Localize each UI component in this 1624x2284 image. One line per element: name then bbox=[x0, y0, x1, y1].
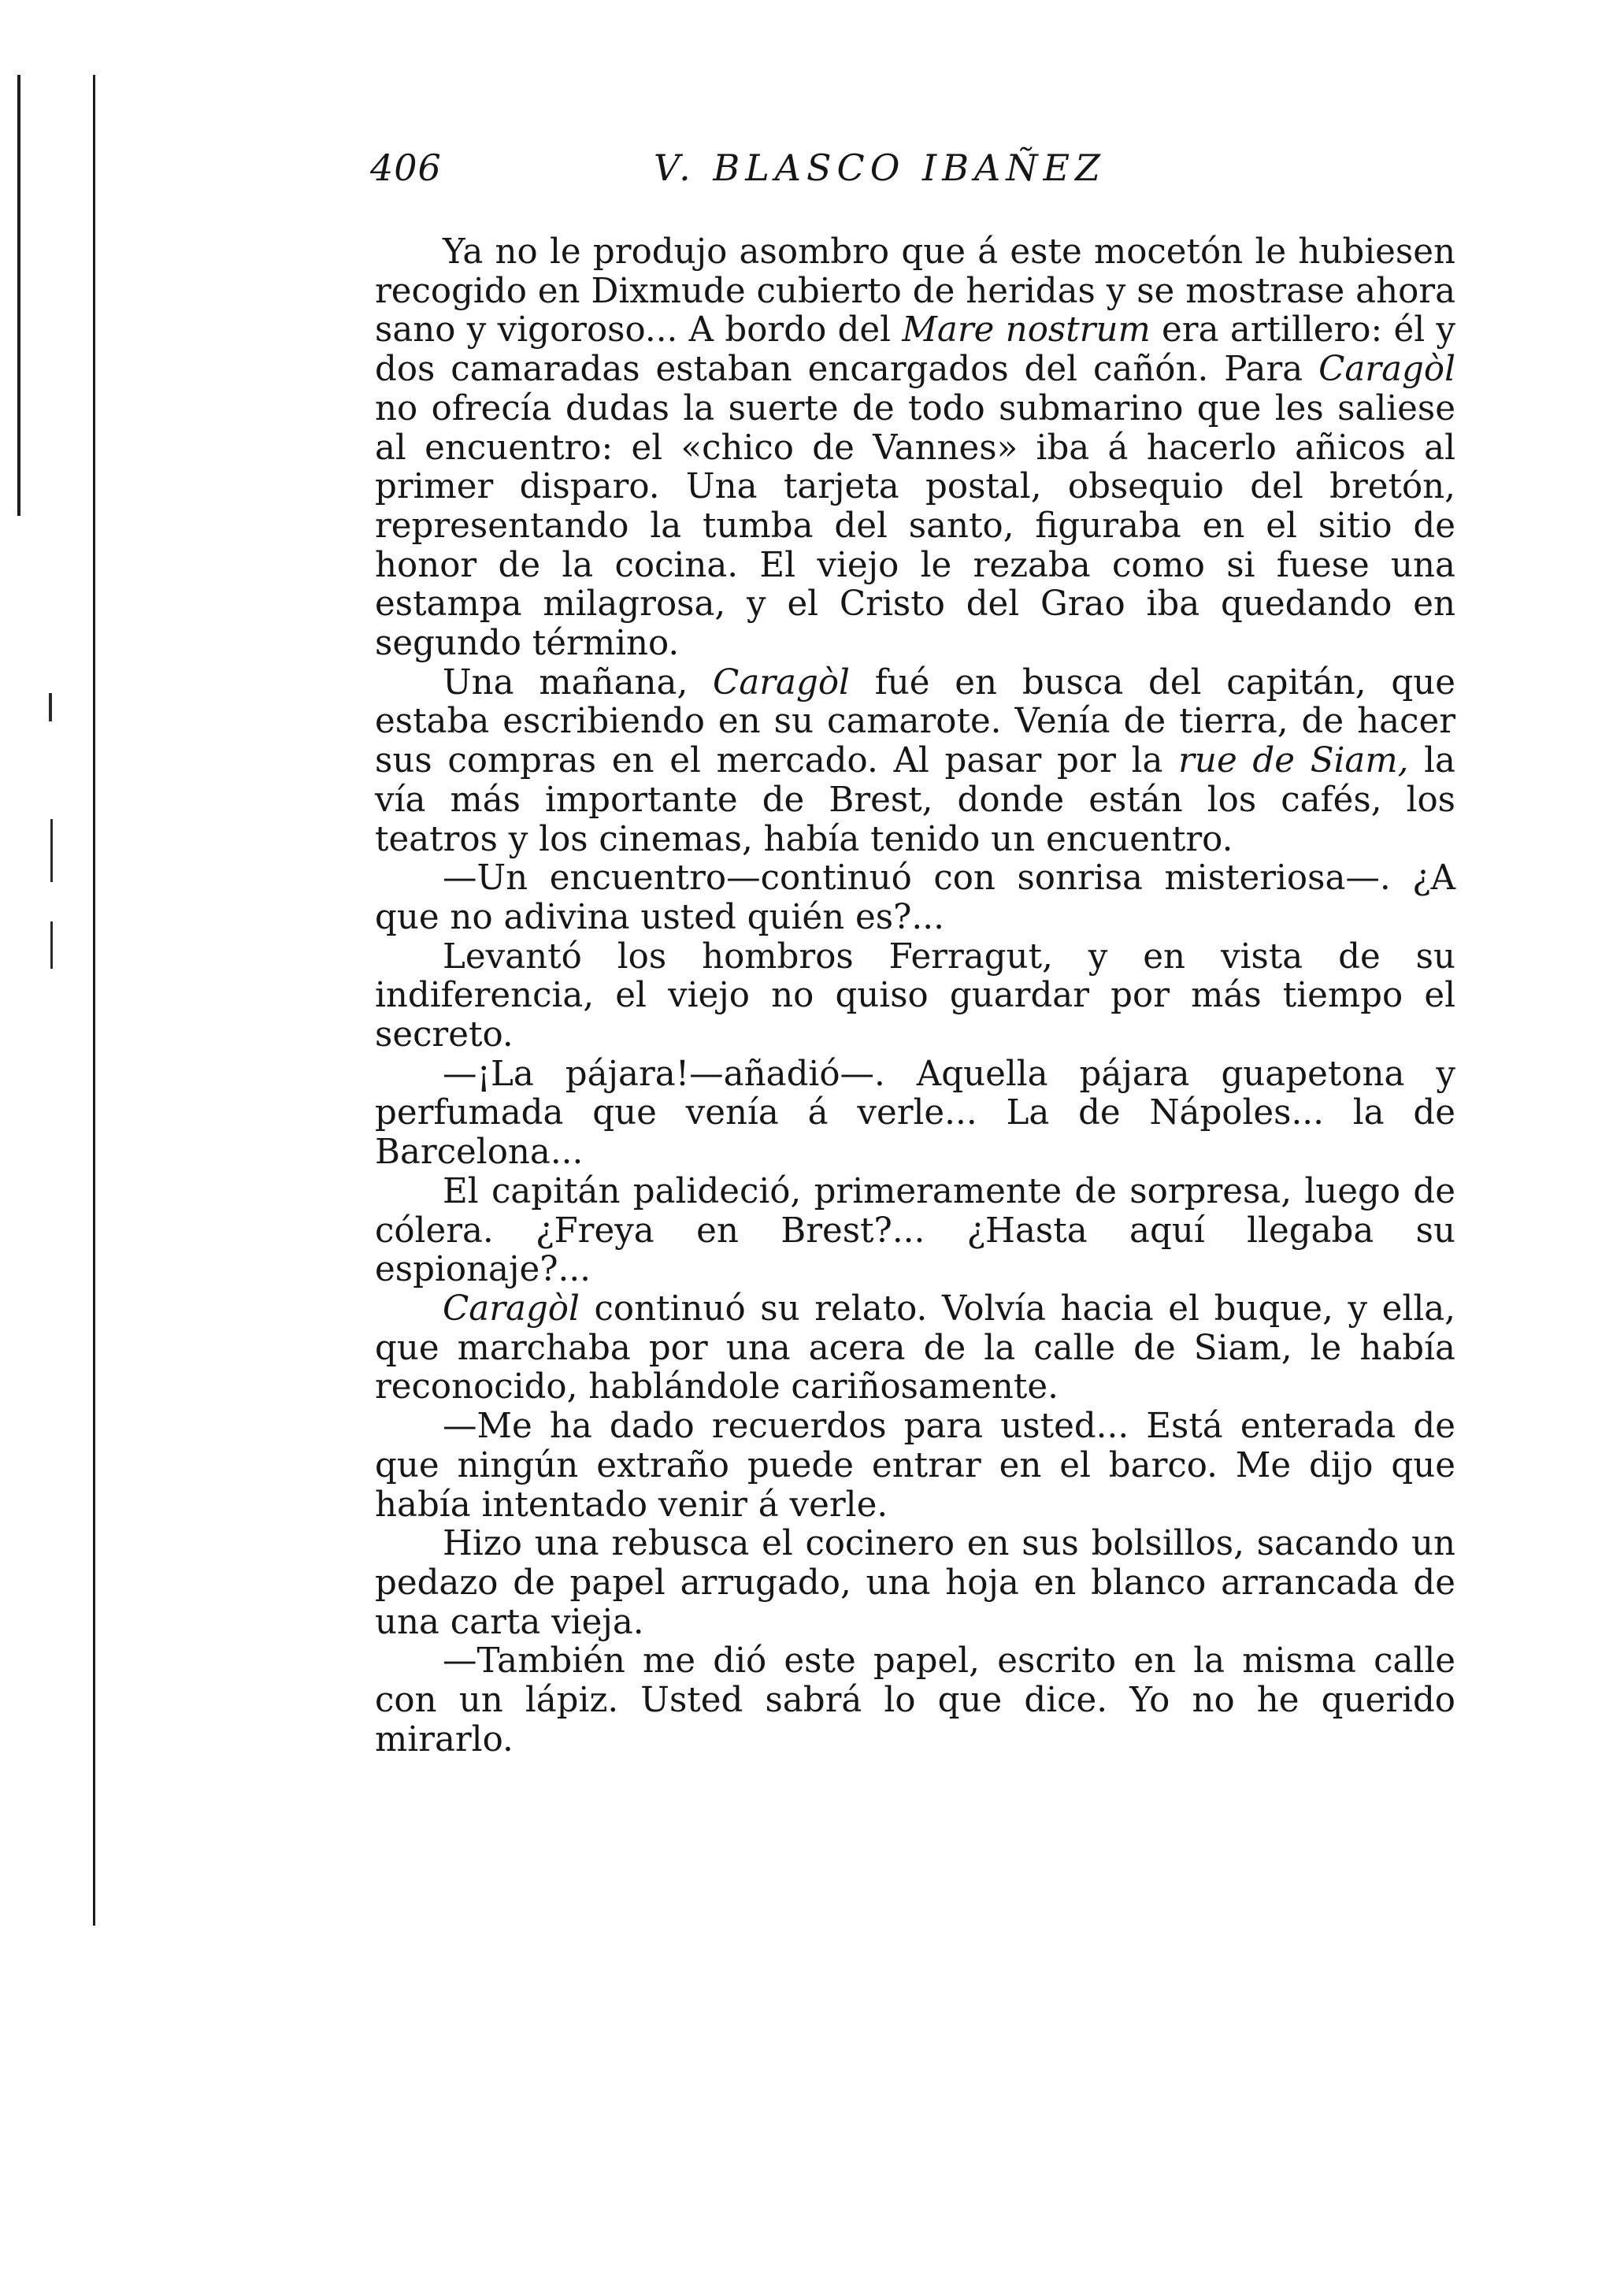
scan-edge-line-right bbox=[93, 75, 95, 1926]
running-head: V. BLASCO IBAÑEZ bbox=[654, 146, 1107, 189]
paragraph: —Me ha dado recuerdos para usted... Está enterada de que ningún extraño puede entrar en el barco. Me dijo que había intentado venir á verle. bbox=[375, 1407, 1455, 1525]
scan-speck bbox=[49, 693, 52, 721]
italic-text: Caragòl bbox=[443, 1288, 580, 1329]
paragraph: El capitán palideció, primeramente de sorpresa, luego de cólera. ¿Freya en Brest?... ¿Hasta aquí llegaba su espionaje?... bbox=[375, 1171, 1455, 1290]
italic-text: Caragòl bbox=[1318, 350, 1455, 390]
paragraph: Hizo una rebusca el cocinero en sus bolsillos, sacando un pedazo de papel arrugado, una hoja en blanco arrancada de una carta vieja. bbox=[375, 1524, 1455, 1642]
page-number: 406 bbox=[370, 146, 442, 189]
italic-text: rue de Siam, bbox=[1178, 741, 1409, 781]
paragraph: —También me dió este papel, escrito en la misma calle con un lápiz. Usted sabrá lo que dice. Yo no he querido mirarlo. bbox=[375, 1641, 1455, 1759]
paragraph: Una mañana, Caragòl fué en busca del capitán, que estaba escribiendo en su camarote. Venía de tierra, de hacer sus compras en el mercado. Al pasar por la rue de Siam, la vía más importante de Brest, donde están los cafés, los teatros y los cinemas, había tenido un encuentro. bbox=[375, 662, 1455, 859]
italic-text: Mare nostrum bbox=[902, 310, 1151, 350]
paragraph: Caragòl continuó su relato. Volvía hacia el buque, y ella, que marchaba por una acera de la calle de Siam, le había reconocido, hablándole cariñosamente. bbox=[375, 1288, 1455, 1407]
italic-text: Caragòl bbox=[713, 662, 850, 703]
paragraph: —¡La pájara!—añadió—. Aquella pájara guapetona y perfumada que venía á verle... La de Nápoles... la de Barcelona... bbox=[375, 1054, 1455, 1173]
paragraph: Ya no le produjo asombro que á este mocetón le hubiesen recogido en Dixmude cubierto de heridas y se mostrase ahora sano y vigoroso... A bordo del Mare nostrum era artillero: él y dos camaradas estaban encargados del cañón. Para Caragòl no ofrecía dudas la suerte de todo submarino que les saliese al encuentro: el «chico de Vannes» iba á hacerlo añicos al primer disparo. Una tarjeta postal, obsequio del bretón, representando la tumba del santo, figuraba en el sitio de honor de la cocina. El viejo le rezaba como si fuese una estampa milagrosa, y el Cristo del Grao iba quedando en segundo término. bbox=[375, 232, 1455, 664]
scan-speck bbox=[50, 921, 53, 969]
body-text bbox=[375, 233, 1455, 1759]
scan-edge-line-left bbox=[17, 75, 20, 516]
paragraph: Levantó los hombros Ferragut, y en vista de su indiferencia, el viejo no quiso guardar por más tiempo el secreto. bbox=[375, 936, 1455, 1055]
scan-speck bbox=[50, 819, 53, 882]
paragraph: —Un encuentro—continuó con sonrisa misteriosa—. ¿A que no adivina usted quién es?... bbox=[375, 858, 1455, 937]
page-header bbox=[370, 146, 1457, 209]
